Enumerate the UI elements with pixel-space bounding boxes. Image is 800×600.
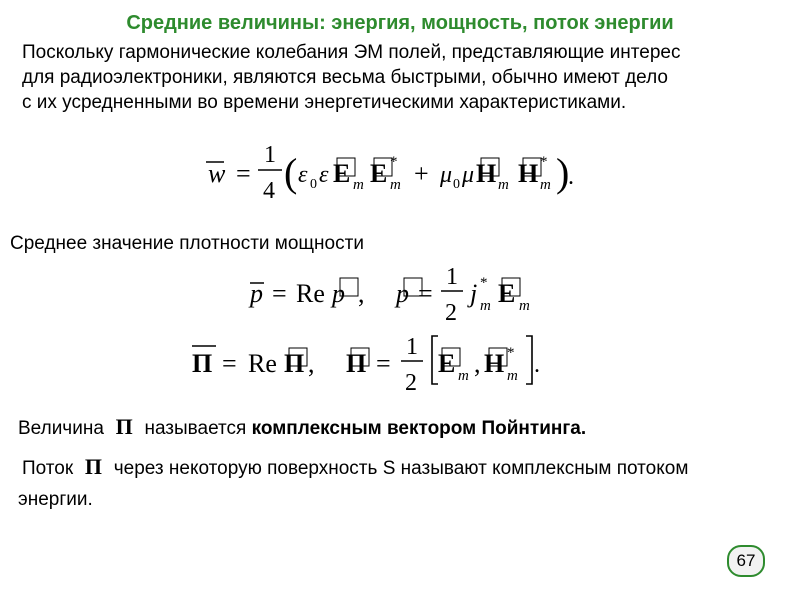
poynting-sub-m2: m [507,368,518,384]
poynting-pi-avg: П [192,349,213,378]
energy-sub-m1: m [353,177,364,193]
poynting-formula [186,328,566,408]
energy-E1: E [333,159,351,188]
power-j: j [470,279,478,308]
energy-eps0: ε [298,162,308,188]
power-equals-1: = [272,279,287,308]
poynting-symbol-1: П [115,414,133,439]
poynting-end: . [534,352,540,378]
power-sub-m2: m [519,298,530,314]
definition-mid: называется [139,418,252,439]
intro-line-1: Поскольку гармонические колебания ЭМ полей, представляющие интерес [22,42,681,63]
poynting-star: * [507,345,515,361]
subtitle-power-density: Среднее значение плотности мощности [10,233,364,254]
power-sub-m1: m [480,298,491,314]
energy-star1: * [390,154,398,170]
energy-eps0-sub: 0 [310,177,317,192]
energy-formula [200,132,620,212]
energy-lhs: w [208,159,226,188]
energy-plus: + [414,159,429,188]
flux-pre: Поток [22,458,74,479]
power-star: * [480,275,488,291]
intro-line-2: для радиоэлектроники, являются весьма быстрыми, обычно имеют дело [22,67,668,88]
power-equals-2: = [418,279,433,308]
poynting-equals-1: = [222,349,237,378]
poynting-half-den: 2 [405,370,417,396]
energy-mu0: μ [440,162,453,188]
energy-eps: ε [319,162,329,188]
intro-paragraph [22,40,792,115]
energy-H2: H [518,159,539,188]
energy-mu0-sub: 0 [453,177,460,192]
poynting-comma: , [308,349,315,378]
svg-text:): ) [556,150,570,195]
energy-E2: E [370,159,388,188]
slide-title: Средние величины: энергия, мощность, поток энергии [126,12,674,34]
poynting-H: H [484,349,505,378]
poynting-E: E [438,349,456,378]
poynting-pi-complex-2: П [346,349,367,378]
power-p-complex: p [332,279,345,308]
energy-sub-m2: m [390,177,401,193]
power-comma: , [358,279,365,308]
power-half-num: 1 [446,264,458,290]
energy-end: . [568,164,574,190]
power-re: Re [296,279,325,308]
page-number-badge: 67 [727,545,765,577]
power-p-complex-2: p [396,279,409,308]
svg-text:(: ( [284,150,298,195]
power-p-avg: p [250,279,263,308]
poynting-pi-complex: П [284,349,305,378]
definition-term: комплексным вектором Пойнтинга. [251,418,587,439]
energy-flux-statement [22,454,688,480]
flux-post: через некоторую поверхность S называют комплексным потоком [108,458,689,479]
poynting-re: Re [248,349,277,378]
energy-frac-num: 1 [264,142,276,168]
power-formula [240,258,560,334]
energy-sub-m4: m [540,177,551,193]
poynting-definition [18,414,586,440]
energy-equals: = [236,159,251,188]
energy-flux-continuation: энергии. [18,489,93,510]
poynting-comma-2: , [474,349,481,378]
power-E: E [498,279,516,308]
poynting-sub-m1: m [458,368,469,384]
poynting-equals-2: = [376,349,391,378]
definition-pre: Величина [18,418,104,439]
power-half-den: 2 [445,300,457,326]
intro-line-3: с их усредненными во времени энергетическими характеристиками. [22,92,627,113]
energy-mu: μ [462,162,475,188]
energy-frac-den: 4 [263,178,275,204]
poynting-half-num: 1 [406,334,418,360]
energy-star2: * [540,154,548,170]
energy-sub-m3: m [498,177,509,193]
poynting-symbol-2: П [84,454,103,479]
energy-H1: H [476,159,497,188]
